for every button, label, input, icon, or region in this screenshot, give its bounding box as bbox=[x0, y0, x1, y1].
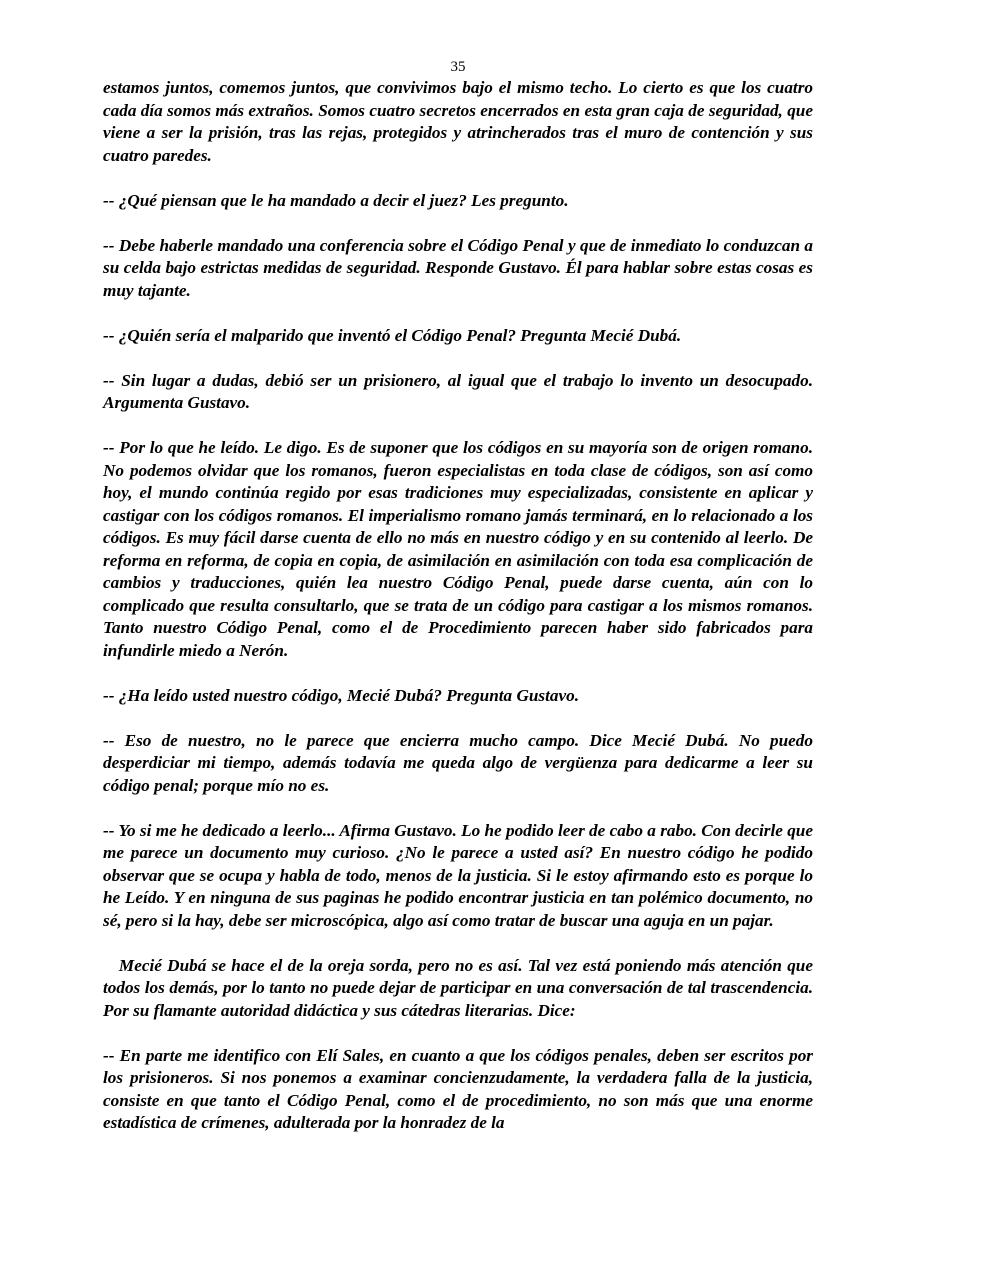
paragraph-2: -- ¿Qué piensan que le ha mandado a decir el juez? Les pregunto. bbox=[103, 190, 569, 210]
paragraph-8: -- Eso de nuestro, no le parece que encierra mucho campo. Dice Mecié Dubá. No puedo desperdiciar mi tiempo, además todavía me queda algo de vergüenza para dedicarme a leer su código penal; porque mío no es. bbox=[103, 730, 813, 795]
paragraph-9: -- Yo si me he dedicado a leerlo... Afirma Gustavo. Lo he podido leer de cabo a rabo. Con decirle que me parece un documento muy curioso. ¿No le parece a usted así? En nuestro código he podido observar que se ocupa y habla de todo, menos de la justicia. Si le estoy afirmando esto es porque lo he Leído. Y en ninguna de sus paginas he podido encontrar justicia en tan polémico documento, no sé, pero si la hay, debe ser microscópica, algo así como tratar de buscar una aguja en un pajar. bbox=[103, 820, 813, 930]
paragraph-6: -- Por lo que he leído. Le digo. Es de suponer que los códigos en su mayoría son de origen romano. No podemos olvidar que los romanos, fueron especialistas en toda clase de códigos, son así como hoy, el mundo continúa regido por esas tradiciones muy especializadas, consistente en aplicar y castigar con los códigos romanos. El imperialismo romano jamás terminará, en lo relacionado a los códigos. Es muy fácil darse cuenta de ello no más en nuestro código y en su contenido al leerlo. De reforma en reforma, de copia en copia, de asimilación en asimilación con toda esa complicación de cambios y traducciones, quién lea nuestro Código Penal, puede darse cuenta, aún con lo complicado que resulta consultarlo, que se trata de un código para castigar a los mismos romanos. Tanto nuestro Código Penal, como el de Procedimiento parecen haber sido fabricados para infundirle miedo a Nerón. bbox=[103, 438, 813, 660]
paragraph-3: -- Debe haberle mandado una conferencia sobre el Código Penal y que de inmediato lo conduzcan a su celda bajo estrictas medidas de seguridad. Responde Gustavo. Él para hablar sobre estas cosas es muy tajante. bbox=[103, 235, 813, 300]
body-text bbox=[103, 77, 818, 1135]
paragraph-5: -- Sin lugar a dudas, debió ser un prisionero, al igual que el trabajo lo invento un desocupado. Argumenta Gustavo. bbox=[103, 370, 813, 412]
page-number: 35 bbox=[450, 59, 466, 75]
paragraph-11: -- En parte me identifico con Elí Sales, en cuanto a que los códigos penales, deben ser escritos por los prisioneros. Si nos ponemos a examinar concienzudamente, la verdadera falla de la justicia, consiste en que tanto el Código Penal, como el de procedimiento, no son más que una enorme estadística de crímenes, adulterada por la honradez de la bbox=[103, 1045, 813, 1132]
paragraph-1: estamos juntos, comemos juntos, que convivimos bajo el mismo techo. Lo cierto es que los cuatro cada día somos más extraños. Somos cuatro secretos encerrados en esta gran caja de seguridad, que viene a ser la prisión, tras las rejas, protegidos y atrincherados tras el muro de contención y sus cuatro paredes. bbox=[103, 78, 813, 165]
paragraph-10: Mecié Dubá se hace el de la oreja sorda, pero no es así. Tal vez está poniendo más atención que todos los demás, por lo tanto no puede dejar de participar en una conversación de tal trascendencia. Por su flamante autoridad didáctica y sus cátedras literarias. Dice: bbox=[103, 955, 818, 1020]
paragraph-7: -- ¿Ha leído usted nuestro código, Mecié Dubá? Pregunta Gustavo. bbox=[103, 685, 579, 705]
paragraph-4: -- ¿Quién sería el malparido que inventó el Código Penal? Pregunta Mecié Dubá. bbox=[103, 325, 682, 345]
